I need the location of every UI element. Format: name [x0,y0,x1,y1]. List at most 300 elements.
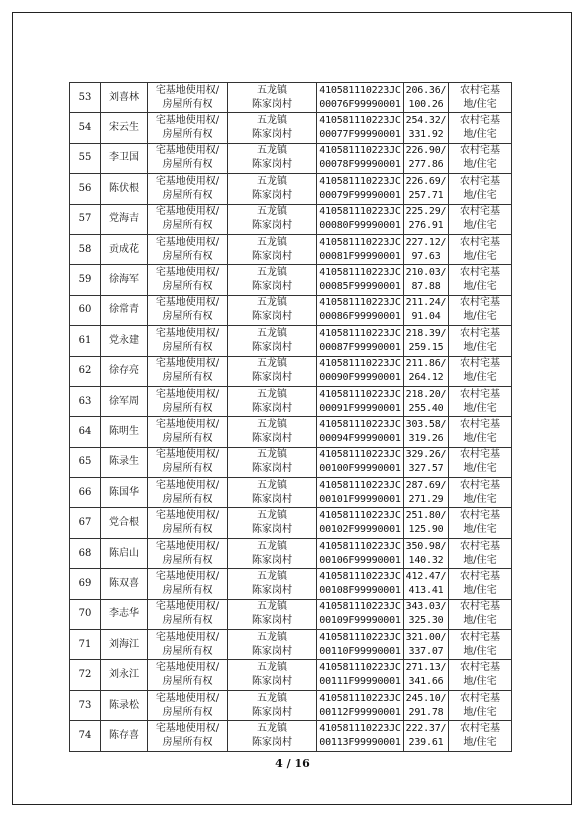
land-use-cell [449,295,512,325]
location-cell [228,690,317,720]
owner-name-cell [101,690,148,720]
owner-name-cell [101,508,148,538]
right-type-cell [148,660,228,690]
owner-name-cell [101,386,148,416]
right-type-text: 房屋所有权 [162,645,213,657]
right-type-text: 宅基地使用权/ [155,570,220,582]
unit-code-text: 00106F99990001 [319,554,401,566]
location-text: 五龙镇 [257,358,287,370]
right-type-text: 宅基地使用权/ [155,479,220,491]
table-row [70,630,512,660]
unit-code-text: 410581110223JC [319,631,401,643]
owner-name-cell [101,356,148,386]
row-number-text: 69 [78,577,92,589]
table-row [70,478,512,508]
location-text: 五龙镇 [257,449,287,461]
unit-code-cell [317,356,404,386]
land-use-text: 农村宅基 [460,145,500,157]
location-text: 陈家岗村 [252,250,292,262]
unit-code-text: 00101F99990001 [319,493,401,505]
owner-name-cell [101,417,148,447]
land-use-cell [449,174,512,204]
land-use-text: 地/住宅 [463,281,497,293]
owner-name-text: 宋云生 [109,122,139,134]
area-text: 257.71 [408,189,444,201]
land-use-text: 农村宅基 [460,662,500,674]
right-type-cell [148,508,228,538]
right-type-text: 宅基地使用权/ [155,236,220,248]
area-cell [404,599,449,629]
row-number-cell [70,417,101,447]
land-use-cell [449,83,512,113]
location-cell [228,143,317,173]
unit-code-text: 410581110223JC [319,479,401,491]
area-text: 259.15 [408,341,444,353]
area-cell [404,417,449,447]
unit-code-text: 00085F99990001 [319,281,401,293]
land-use-cell [449,326,512,356]
right-type-text: 宅基地使用权/ [155,358,220,370]
row-number-cell [70,538,101,568]
land-use-text: 地/住宅 [463,129,497,141]
row-number-cell [70,143,101,173]
location-cell [228,174,317,204]
row-number-text: 58 [78,243,92,255]
unit-code-text: 00080F99990001 [319,220,401,232]
land-use-text: 农村宅基 [460,510,500,522]
location-cell [228,83,317,113]
unit-code-text: 00111F99990001 [319,676,401,688]
right-type-text: 房屋所有权 [162,129,213,141]
land-use-cell [449,417,512,447]
location-cell [228,508,317,538]
unit-code-text: 410581110223JC [319,449,401,461]
owner-name-cell [101,174,148,204]
unit-code-text: 410581110223JC [319,662,401,674]
right-type-cell [148,447,228,477]
page-number: 4 / 16 [275,757,310,770]
unit-code-text: 00086F99990001 [319,311,401,323]
location-cell [228,660,317,690]
location-text: 五龙镇 [257,722,287,734]
owner-name-cell [101,326,148,356]
owner-name-cell [101,113,148,143]
land-use-text: 地/住宅 [463,189,497,201]
area-cell [404,447,449,477]
right-type-text: 房屋所有权 [162,524,213,536]
unit-code-text: 410581110223JC [319,236,401,248]
row-number-cell [70,326,101,356]
row-number-cell [70,204,101,234]
land-use-cell [449,265,512,295]
table-row [70,356,512,386]
location-text: 陈家岗村 [252,645,292,657]
area-text: 100.26 [408,98,444,110]
owner-name-text: 贡成花 [109,243,139,255]
owner-name-cell [101,204,148,234]
row-number-text: 59 [78,274,92,286]
land-use-text: 农村宅基 [460,388,500,400]
location-text: 陈家岗村 [252,493,292,505]
area-cell [404,386,449,416]
unit-code-text: 00081F99990001 [319,250,401,262]
location-text: 陈家岗村 [252,341,292,353]
land-use-cell [449,690,512,720]
right-type-text: 房屋所有权 [162,98,213,110]
land-use-cell [449,660,512,690]
location-text: 陈家岗村 [252,736,292,748]
right-type-text: 房屋所有权 [162,220,213,232]
right-type-text: 房屋所有权 [162,615,213,627]
right-type-cell [148,478,228,508]
unit-code-cell [317,113,404,143]
land-use-text: 地/住宅 [463,736,497,748]
unit-code-cell [317,265,404,295]
land-use-cell [449,204,512,234]
registration-table [69,82,512,752]
land-use-text: 地/住宅 [463,98,497,110]
land-use-text: 地/住宅 [463,584,497,596]
row-number-text: 61 [78,334,92,346]
row-number-cell [70,508,101,538]
location-text: 五龙镇 [257,267,287,279]
right-type-text: 房屋所有权 [162,341,213,353]
owner-name-text: 陈明生 [109,425,139,437]
land-use-text: 农村宅基 [460,115,500,127]
area-cell [404,660,449,690]
table-row [70,83,512,113]
right-type-text: 宅基地使用权/ [155,510,220,522]
location-cell [228,113,317,143]
unit-code-text: 00078F99990001 [319,159,401,171]
right-type-text: 宅基地使用权/ [155,601,220,613]
unit-code-text: 410581110223JC [319,327,401,339]
location-cell [228,599,317,629]
row-number-cell [70,113,101,143]
unit-code-cell [317,326,404,356]
area-text: 319.26 [408,432,444,444]
right-type-text: 宅基地使用权/ [155,327,220,339]
area-text: 218.39/ [405,327,447,339]
right-type-cell [148,417,228,447]
area-cell [404,538,449,568]
row-number-text: 63 [78,395,92,407]
location-cell [228,326,317,356]
location-text: 五龙镇 [257,145,287,157]
land-use-text: 地/住宅 [463,524,497,536]
owner-name-text: 刘永江 [109,669,139,681]
land-use-cell [449,386,512,416]
area-text: 140.32 [408,554,444,566]
area-text: 264.12 [408,372,444,384]
table-row [70,234,512,264]
unit-code-cell [317,234,404,264]
table-row [70,538,512,568]
right-type-cell [148,599,228,629]
location-text: 五龙镇 [257,510,287,522]
unit-code-cell [317,508,404,538]
area-text: 331.92 [408,129,444,141]
unit-code-text: 00100F99990001 [319,463,401,475]
row-number-cell [70,174,101,204]
owner-name-cell [101,447,148,477]
owner-name-text: 徐存亮 [109,365,139,377]
land-use-cell [449,113,512,143]
row-number-cell [70,660,101,690]
land-use-cell [449,599,512,629]
right-type-cell [148,386,228,416]
right-type-text: 宅基地使用权/ [155,388,220,400]
area-text: 226.69/ [405,175,447,187]
unit-code-text: 00102F99990001 [319,524,401,536]
right-type-cell [148,630,228,660]
location-text: 陈家岗村 [252,189,292,201]
area-cell [404,356,449,386]
area-text: 125.90 [408,524,444,536]
owner-name-text: 李志华 [109,608,139,620]
location-text: 陈家岗村 [252,220,292,232]
right-type-cell [148,265,228,295]
row-number-text: 55 [78,152,92,164]
land-use-text: 地/住宅 [463,676,497,688]
land-use-text: 地/住宅 [463,311,497,323]
right-type-text: 房屋所有权 [162,736,213,748]
area-text: 350.98/ [405,540,447,552]
area-cell [404,326,449,356]
area-text: 412.47/ [405,570,447,582]
table-row [70,265,512,295]
row-number-text: 53 [78,91,92,103]
owner-name-text: 党永建 [109,334,139,346]
table-row [70,721,512,751]
area-text: 337.07 [408,645,444,657]
location-text: 陈家岗村 [252,615,292,627]
right-type-cell [148,204,228,234]
unit-code-cell [317,538,404,568]
location-cell [228,478,317,508]
unit-code-cell [317,721,404,751]
row-number-cell [70,234,101,264]
location-text: 陈家岗村 [252,463,292,475]
location-text: 五龙镇 [257,84,287,96]
area-text: 277.86 [408,159,444,171]
location-text: 五龙镇 [257,662,287,674]
row-number-cell [70,83,101,113]
unit-code-cell [317,83,404,113]
land-use-text: 地/住宅 [463,372,497,384]
area-cell [404,721,449,751]
table-row [70,295,512,325]
location-text: 五龙镇 [257,388,287,400]
right-type-cell [148,356,228,386]
location-text: 陈家岗村 [252,159,292,171]
area-cell [404,295,449,325]
location-text: 陈家岗村 [252,706,292,718]
row-number-text: 72 [78,669,92,681]
right-type-text: 房屋所有权 [162,281,213,293]
area-text: 211.86/ [405,358,447,370]
land-use-text: 地/住宅 [463,554,497,566]
land-use-text: 地/住宅 [463,645,497,657]
area-cell [404,83,449,113]
unit-code-cell [317,599,404,629]
location-cell [228,417,317,447]
row-number-text: 70 [78,608,92,620]
unit-code-cell [317,295,404,325]
unit-code-text: 410581110223JC [319,418,401,430]
area-text: 343.03/ [405,601,447,613]
row-number-text: 64 [78,425,92,437]
row-number-text: 74 [78,729,92,741]
land-use-text: 地/住宅 [463,615,497,627]
owner-name-cell [101,83,148,113]
owner-name-text: 党海吉 [109,213,139,225]
area-cell [404,265,449,295]
area-text: 271.13/ [405,662,447,674]
location-cell [228,295,317,325]
area-text: 327.57 [408,463,444,475]
right-type-text: 宅基地使用权/ [155,84,220,96]
unit-code-text: 410581110223JC [319,84,401,96]
land-use-text: 地/住宅 [463,250,497,262]
unit-code-text: 410581110223JC [319,388,401,400]
unit-code-text: 410581110223JC [319,570,401,582]
table-row [70,326,512,356]
owner-name-text: 李卫国 [109,152,139,164]
table-row [70,690,512,720]
land-use-text: 农村宅基 [460,236,500,248]
right-type-text: 房屋所有权 [162,463,213,475]
owner-name-text: 刘喜林 [109,91,139,103]
owner-name-cell [101,143,148,173]
area-cell [404,478,449,508]
right-type-text: 宅基地使用权/ [155,115,220,127]
owner-name-text: 徐军周 [109,395,139,407]
unit-code-text: 00087F99990001 [319,341,401,353]
owner-name-text: 徐海军 [109,274,139,286]
area-text: 287.69/ [405,479,447,491]
land-use-cell [449,234,512,264]
row-number-text: 65 [78,456,92,468]
location-text: 陈家岗村 [252,129,292,141]
land-use-text: 地/住宅 [463,463,497,475]
right-type-text: 房屋所有权 [162,554,213,566]
location-text: 五龙镇 [257,236,287,248]
right-type-text: 房屋所有权 [162,250,213,262]
land-use-cell [449,508,512,538]
unit-code-cell [317,447,404,477]
land-use-text: 农村宅基 [460,722,500,734]
right-type-text: 宅基地使用权/ [155,449,220,461]
table-row [70,569,512,599]
area-cell [404,143,449,173]
area-text: 210.03/ [405,267,447,279]
area-text: 218.20/ [405,388,447,400]
land-use-cell [449,569,512,599]
area-text: 254.32/ [405,115,447,127]
table-row [70,143,512,173]
unit-code-text: 00077F99990001 [319,129,401,141]
unit-code-cell [317,690,404,720]
unit-code-text: 00113F99990001 [319,736,401,748]
location-text: 陈家岗村 [252,98,292,110]
table-body [70,83,512,752]
location-text: 五龙镇 [257,297,287,309]
right-type-cell [148,538,228,568]
unit-code-text: 00091F99990001 [319,402,401,414]
area-text: 97.63 [411,250,441,262]
right-type-cell [148,234,228,264]
right-type-text: 宅基地使用权/ [155,267,220,279]
row-number-cell [70,447,101,477]
row-number-cell [70,386,101,416]
right-type-text: 宅基地使用权/ [155,418,220,430]
location-cell [228,204,317,234]
area-text: 222.37/ [405,722,447,734]
location-text: 五龙镇 [257,601,287,613]
land-use-text: 农村宅基 [460,631,500,643]
right-type-cell [148,295,228,325]
right-type-text: 宅基地使用权/ [155,145,220,157]
area-text: 413.41 [408,584,444,596]
land-use-text: 地/住宅 [463,159,497,171]
unit-code-text: 410581110223JC [319,540,401,552]
owner-name-text: 陈启山 [109,547,139,559]
owner-name-cell [101,295,148,325]
location-cell [228,569,317,599]
owner-name-cell [101,478,148,508]
location-cell [228,356,317,386]
land-use-text: 地/住宅 [463,706,497,718]
location-text: 陈家岗村 [252,524,292,536]
right-type-text: 房屋所有权 [162,493,213,505]
owner-name-cell [101,630,148,660]
land-use-text: 地/住宅 [463,493,497,505]
right-type-text: 房屋所有权 [162,372,213,384]
row-number-cell [70,265,101,295]
owner-name-text: 刘海江 [109,638,139,650]
table-row [70,508,512,538]
area-text: 87.88 [411,281,441,293]
row-number-text: 68 [78,547,92,559]
land-use-text: 地/住宅 [463,432,497,444]
area-text: 227.12/ [405,236,447,248]
unit-code-cell [317,174,404,204]
unit-code-cell [317,417,404,447]
table-row [70,599,512,629]
area-text: 341.66 [408,676,444,688]
row-number-text: 67 [78,517,92,529]
area-text: 211.24/ [405,297,447,309]
location-text: 陈家岗村 [252,676,292,688]
location-text: 陈家岗村 [252,584,292,596]
unit-code-text: 410581110223JC [319,722,401,734]
right-type-text: 房屋所有权 [162,189,213,201]
right-type-text: 宅基地使用权/ [155,722,220,734]
unit-code-text: 410581110223JC [319,510,401,522]
unit-code-text: 00090F99990001 [319,372,401,384]
owner-name-text: 党合根 [109,517,139,529]
row-number-text: 71 [78,638,92,650]
area-text: 291.78 [408,706,444,718]
location-cell [228,721,317,751]
right-type-text: 宅基地使用权/ [155,297,220,309]
location-text: 陈家岗村 [252,432,292,444]
right-type-text: 宅基地使用权/ [155,692,220,704]
table-row [70,113,512,143]
table-row [70,447,512,477]
row-number-cell [70,356,101,386]
